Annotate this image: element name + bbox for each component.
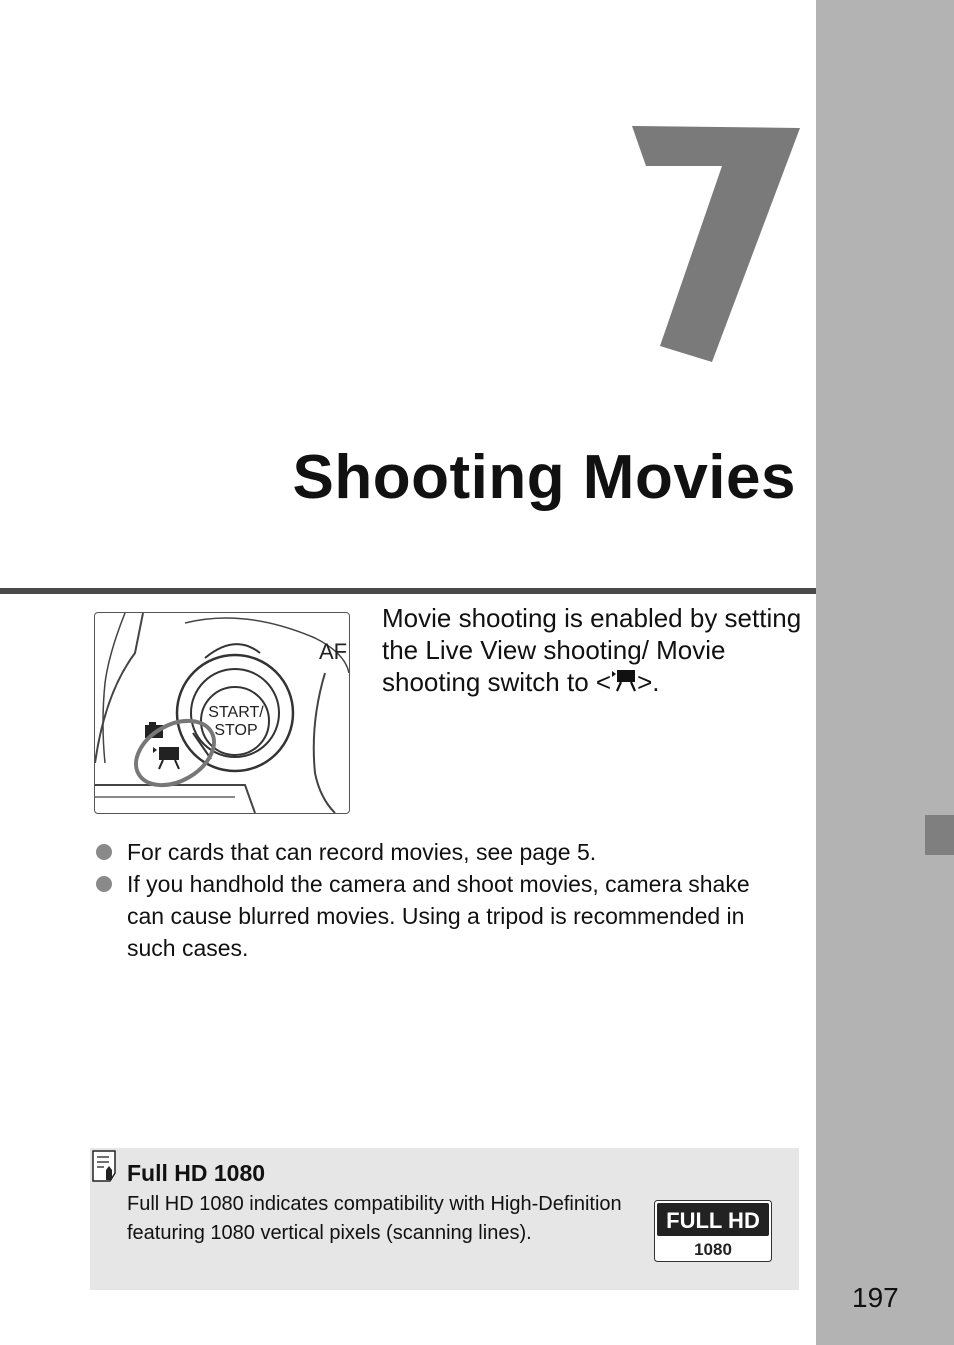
page-number: 197 [852, 1282, 899, 1313]
intro-text: Movie shooting is enabled by setting the Live View shooting/ Movie shooting switch to < [382, 603, 802, 697]
note-text: Full HD 1080 indicates compatibility with High-Definition featuring 1080 vertical pixels (scanning lines). [127, 1193, 622, 1244]
note-title: Full HD 1080 [127, 1160, 266, 1186]
note-box [90, 1148, 799, 1290]
chapter-tab-marker [925, 815, 954, 855]
intro-paragraph [382, 602, 802, 698]
camera-switch-illustration [94, 612, 350, 814]
intro-text-end: >. [637, 667, 660, 697]
chapter-title: Shooting Movies [292, 443, 796, 512]
chapter-number [560, 40, 810, 380]
section-rule [0, 588, 816, 594]
movie-camera-icon [611, 669, 637, 693]
list-item [96, 868, 786, 964]
bullet-icon [96, 844, 112, 860]
start-stop-label-line1: START/ [208, 704, 264, 721]
list-item-text: For cards that can record movies, see page 5. [127, 839, 597, 865]
bullet-icon [96, 876, 112, 892]
list-item-text: If you handhold the camera and shoot movies, camera shake can cause blurred movies. Using a tripod is recommended in such cases. [127, 871, 750, 961]
full-hd-logo-top: FULL HD [666, 1208, 760, 1233]
full-hd-logo-bottom: 1080 [694, 1240, 732, 1259]
full-hd-logo [654, 1200, 772, 1262]
start-stop-label-line2: STOP [214, 722, 258, 739]
af-label: AF [319, 639, 348, 664]
bullet-list [96, 836, 786, 964]
chapter-side-tab [816, 0, 954, 1345]
note-icon [92, 1150, 116, 1182]
list-item [96, 836, 786, 868]
